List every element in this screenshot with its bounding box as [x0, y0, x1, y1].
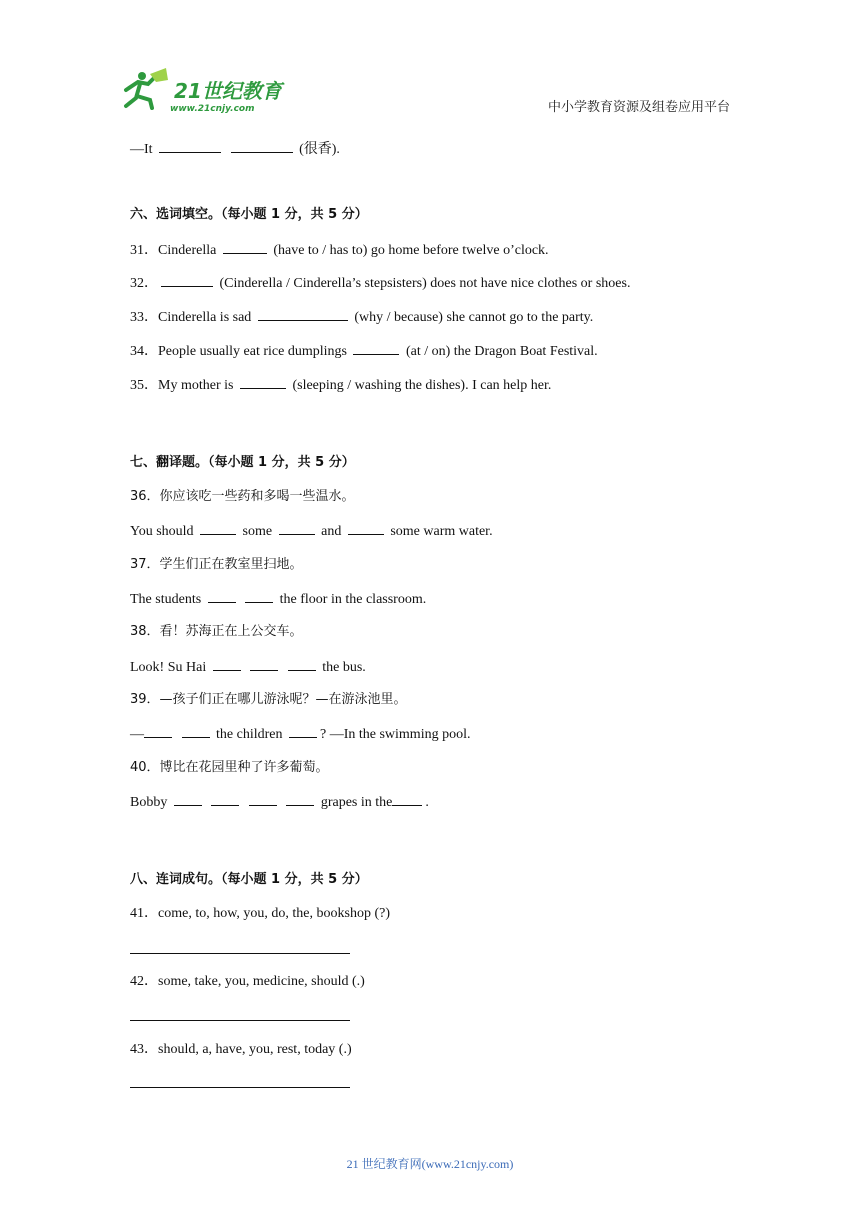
blank-input[interactable] [286, 793, 314, 806]
blank-input[interactable] [289, 725, 317, 738]
answer-line[interactable] [130, 953, 350, 954]
blank-input[interactable] [211, 793, 239, 806]
question-40-chinese: 40．博比在花园里种了许多葡萄。 [130, 760, 329, 775]
question-33: 33．Cinderella is sad (why / because) she cannot go to the party. [130, 310, 594, 325]
blank-input[interactable] [182, 725, 210, 738]
logo [122, 68, 292, 114]
question-41: 41．come, to, how, you, do, the, bookshop (?) [130, 906, 390, 921]
answer-line[interactable] [130, 1087, 350, 1088]
runner-icon [126, 68, 168, 108]
blank-input[interactable] [208, 590, 236, 603]
question-38-english: Look! Su Hai the bus. [130, 660, 366, 675]
question-37-english: The students the floor in the classroom. [130, 592, 427, 607]
blank-input[interactable] [144, 725, 172, 738]
section-8-title: 八、连词成句。（每小题 1 分，共 5 分） [130, 872, 368, 887]
blank-input[interactable] [249, 793, 277, 806]
question-32: 32． (Cinderella / Cinderella’s stepsisters) does not have nice clothes or shoes. [130, 276, 631, 291]
question-39-chinese: 39．—孩子们正在哪儿游泳呢？—在游泳池里。 [130, 692, 407, 707]
blank-input[interactable] [279, 522, 315, 535]
blank-input[interactable] [245, 590, 273, 603]
blank-input[interactable] [231, 140, 293, 153]
blank-input[interactable] [159, 140, 221, 153]
question-35: 35．My mother is (sleeping / washing the dishes). I can help her. [130, 378, 552, 393]
platform-label: 中小学教育资源及组卷应用平台 [548, 100, 731, 115]
blank-input[interactable] [353, 342, 399, 355]
question-38-chinese: 38．看！苏海正在上公交车。 [130, 624, 303, 639]
blank-input[interactable] [392, 793, 422, 806]
blank-input[interactable] [240, 376, 286, 389]
question-42: 42．some, take, you, medicine, should (.) [130, 974, 365, 989]
blank-input[interactable] [223, 241, 267, 254]
blank-input[interactable] [174, 793, 202, 806]
blank-input[interactable] [258, 308, 348, 321]
svg-text:21世纪教育: 21世纪教育 [174, 79, 282, 103]
blank-input[interactable] [348, 522, 384, 535]
blank-input[interactable] [213, 658, 241, 671]
question-34: 34．People usually eat rice dumplings (at / on) the Dragon Boat Festival. [130, 344, 598, 359]
blank-input[interactable] [250, 658, 278, 671]
question-37-chinese: 37．学生们正在教室里扫地。 [130, 557, 303, 572]
svg-text:www.21cnjy.com: www.21cnjy.com [170, 104, 255, 114]
blank-input[interactable] [161, 274, 213, 287]
footer-link[interactable]: 21 世纪教育网(www.21cnjy.com) [346, 1157, 514, 1171]
question-40-english: Bobby grapes in the . [130, 795, 429, 810]
section-6-title: 六、选词填空。（每小题 1 分，共 5 分） [130, 207, 368, 222]
question-31: 31．Cinderella (have to / has to) go home before twelve o’clock. [130, 243, 549, 258]
blank-input[interactable] [200, 522, 236, 535]
section-7-title: 七、翻译题。（每小题 1 分，共 5 分） [130, 455, 355, 470]
question-39-english: — the children ? —In the swimming pool. [130, 727, 471, 742]
prev-answer-line: —It (很香). [130, 142, 340, 157]
answer-line[interactable] [130, 1020, 350, 1021]
blank-input[interactable] [288, 658, 316, 671]
question-36-english: You should some and some warm water. [130, 524, 493, 539]
question-43: 43．should, a, have, you, rest, today (.) [130, 1042, 352, 1057]
question-36-chinese: 36．你应该吃一些药和多喝一些温水。 [130, 489, 355, 504]
